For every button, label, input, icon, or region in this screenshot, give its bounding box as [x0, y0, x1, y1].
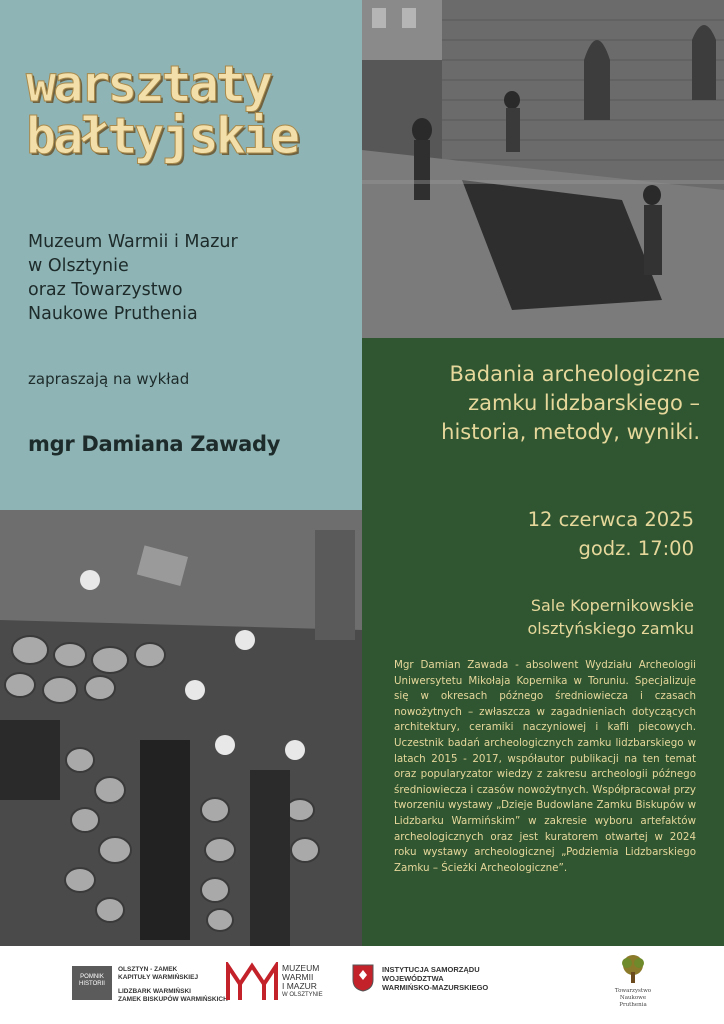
logo-text-line: MUZEUM	[282, 963, 320, 973]
logo-text-line: ZAMEK BISKUPÓW WARMIŃSKICH	[118, 996, 228, 1003]
logo-text-line: I MAZUR	[282, 981, 317, 991]
logo-text-line: Naukowe	[619, 995, 647, 1001]
pomnik-historii-icon	[72, 966, 112, 1000]
logo-text-line: Towarzystwo	[614, 988, 652, 994]
logo-text-line: WARMII	[282, 972, 314, 982]
sponsor-footer	[0, 946, 724, 1024]
organizer-line: oraz Towarzystwo	[28, 280, 183, 300]
lecture-title-line: zamku lidzbarskiego –	[468, 391, 700, 415]
logo-text-line: INSTYTUCJA SAMORZĄDU	[382, 964, 480, 974]
event-date: 12 czerwca 2025	[527, 508, 694, 531]
speaker-name: mgr Damiana Zawady	[28, 432, 281, 456]
venue-line: olsztyńskiego zamku	[527, 619, 694, 638]
coat-of-arms-icon	[352, 964, 374, 992]
logo-text-line: KAPITUŁY WARMIŃSKIEJ	[118, 974, 199, 981]
logo-text-line: WOJEWÓDZTWA	[382, 973, 444, 983]
logo-text-line: OLSZTYN - ZAMEK	[118, 966, 178, 973]
organizer-line: w Olsztynie	[28, 256, 129, 276]
badge-line: HISTORII	[79, 981, 105, 987]
logo-text-line: W OLSZTYNIE	[282, 992, 323, 998]
title-line-2: bałtyjskie	[26, 107, 298, 165]
venue-line: Sale Kopernikowskie	[530, 596, 694, 615]
info-panel-left	[0, 0, 362, 510]
event-series-title	[26, 55, 298, 165]
organizer-line: Muzeum Warmii i Mazur	[28, 232, 238, 252]
event-time: godz. 17:00	[578, 537, 694, 560]
excavation-photo	[362, 0, 724, 338]
invite-text: zapraszają na wykład	[28, 370, 190, 388]
lecture-title	[360, 360, 700, 447]
excavation-aerial-photo	[0, 510, 362, 946]
speaker-bio: Mgr Damian Zawada - absolwent Wydziału Archeologii Uniwersytetu Mikołaja Kopernika w Toruniu. Specjalizuje się w okresach późnego średniowiecza i czasach nowożytnych – zwłaszcza w zagadnieniach dotyczących architektury, ceramiki naczyniowej i kafli piecowych. Uczestnik badań archeologicznych zamku lidzbarskiego w latach 2015 - 2017, współautor publikacji na ten temat oraz popularyzator wiedzy z zakresu archeologii późnego średniowiecza i czasów nowożytnych. Współpracował przy tworzeniu wystawy „Dzieje Budowlane Zamku Biskupów w Lidzbarku Warmińskim” w zakresie wyboru artefaktów archeologicznych oraz jest kuratorem otwartej w 2024 roku wystawy archeologicznej „Podziemia Lidzbarskiego Zamku – Ścieżki Archeologiczne”.	[394, 659, 696, 874]
event-datetime	[528, 505, 694, 563]
samorzad-logo	[352, 964, 488, 992]
pomnik-historii-logo	[72, 966, 228, 1004]
pruthenia-tree-icon	[618, 954, 648, 984]
event-venue	[528, 594, 694, 640]
muzeum-mw-icon	[226, 962, 278, 1002]
organizer-line: Naukowe Pruthenia	[28, 304, 198, 324]
badge-line: POMNIK	[80, 974, 104, 980]
lecture-title-line: Badania archeologiczne	[449, 362, 700, 386]
title-line-1: warsztaty	[26, 55, 270, 113]
pruthenia-logo	[612, 954, 654, 1009]
logo-text-line: WARMIŃSKO-MAZURSKIEGO	[382, 982, 489, 992]
logo-text-line: Pruthenia	[619, 1002, 647, 1008]
muzeum-warmii-logo	[226, 962, 323, 1002]
lecture-title-line: historia, metody, wyniki.	[441, 420, 700, 444]
organizers	[28, 230, 238, 326]
logo-text-line: LIDZBARK WARMIŃSKI	[118, 988, 191, 995]
